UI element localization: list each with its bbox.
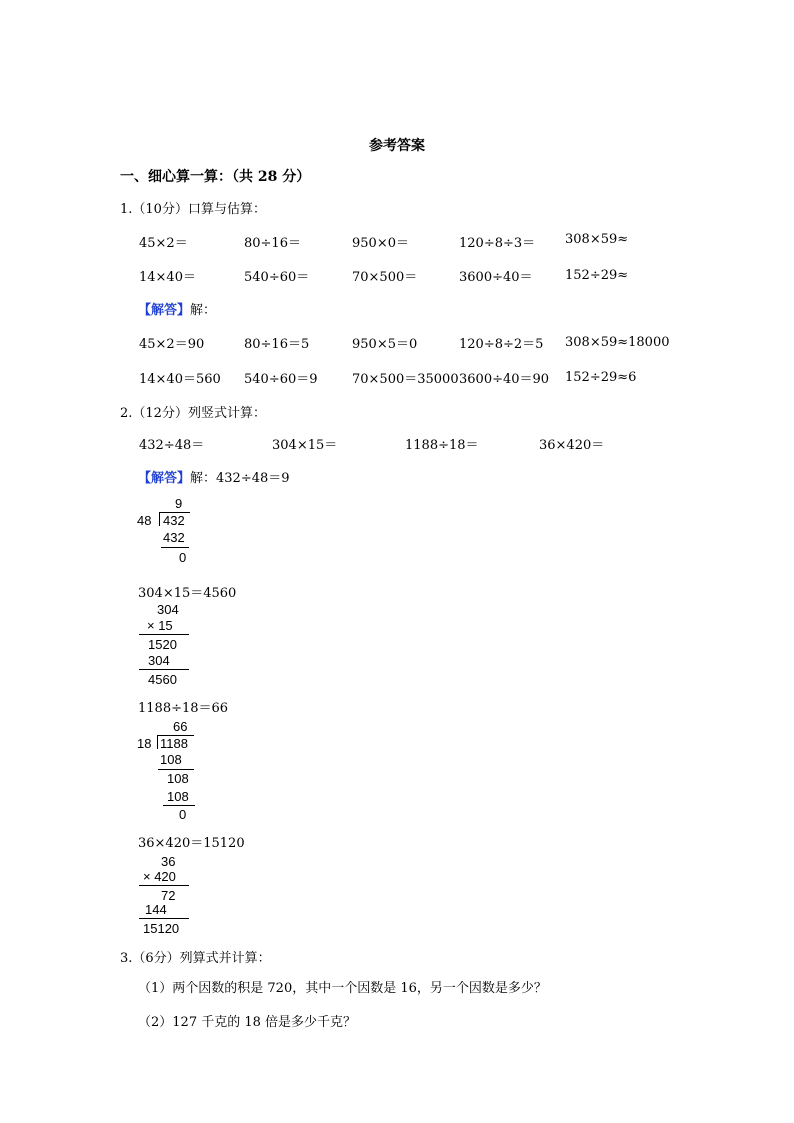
q1-problem: 70×500＝	[352, 270, 418, 285]
sum-line	[139, 669, 189, 670]
q2-problem: 304×15＝	[272, 438, 338, 453]
q1-problem: 3600÷40＝	[459, 270, 533, 285]
multiplicand: 304	[157, 602, 179, 617]
q1-problem: 308×59≈	[565, 232, 629, 247]
q2-heading: 2.（12分）列竖式计算：	[120, 406, 266, 421]
dividend: 1188	[160, 736, 188, 751]
q3-sub1: （1）两个因数的积是 720，其中一个因数是 16，另一个因数是多少？	[138, 981, 547, 996]
dividend: 432	[163, 513, 185, 528]
q1-heading: 1.（10分）口算与估算：	[120, 202, 266, 217]
partial-product: 304	[148, 653, 170, 668]
divisor: 48	[137, 513, 152, 528]
multiplier: × 420	[143, 869, 176, 884]
partial-product: 72	[161, 888, 176, 903]
step-line	[163, 805, 195, 806]
q2-answer-line: 1188÷18＝66	[138, 701, 229, 716]
vertical-multiplication-36-420	[137, 854, 197, 940]
q1-problem: 152÷29≈	[565, 268, 629, 283]
q1-problem: 950×0＝	[352, 236, 409, 251]
q1-answer: 950×5＝0	[352, 337, 418, 352]
divisor: 18	[137, 736, 152, 751]
subtract-step: 108	[160, 752, 182, 767]
subtract-step: 108	[167, 789, 189, 804]
q2-answer-line: 304×15＝4560	[138, 586, 237, 601]
q1-answer: 3600÷40＝90	[459, 372, 550, 387]
q2-problem: 36×420＝	[539, 438, 605, 453]
q1-problem: 45×2＝	[139, 236, 188, 251]
q1-problem: 120÷8÷3＝	[459, 236, 536, 251]
q1-answer: 14×40＝560	[139, 372, 221, 387]
product-result: 4560	[148, 672, 177, 687]
remainder: 0	[179, 807, 187, 822]
section-heading: 一、细心算一算：（共 28 分）	[120, 169, 311, 185]
answer-label: 解：	[190, 303, 217, 318]
step-line	[161, 547, 189, 548]
q1-answer: 540÷60＝9	[244, 372, 318, 387]
page-title: 参考答案	[369, 138, 425, 154]
multiplicand: 36	[161, 854, 176, 869]
sum-line	[139, 918, 189, 919]
quotient: 9	[175, 496, 183, 511]
q1-answer: 308×59≈18000	[565, 335, 670, 350]
product-line	[139, 634, 189, 635]
long-division-432-48	[137, 496, 207, 566]
long-division-1188-18	[137, 719, 207, 823]
quotient: 66	[173, 719, 188, 734]
q1-problem: 80÷16＝	[244, 236, 301, 251]
q3-heading: 3.（6分）列算式并计算：	[120, 951, 271, 966]
vertical-multiplication-304-15	[137, 602, 197, 688]
q1-answer: 152÷29≈6	[565, 370, 637, 385]
partial-product: 1520	[148, 637, 177, 652]
step-line	[158, 769, 194, 770]
q2-problem: 1188÷18＝	[405, 438, 479, 453]
answer-first-line: 解：432÷48＝9	[190, 471, 290, 486]
answer-tag: 【解答】	[138, 303, 191, 318]
q1-answer: 80÷16＝5	[244, 337, 310, 352]
q2-answer-line: 36×420＝15120	[138, 836, 245, 851]
q1-answer: 70×500＝35000	[352, 372, 459, 387]
product-line	[139, 885, 189, 886]
q1-answer: 120÷8÷2＝5	[459, 337, 544, 352]
q1-problem: 540÷60＝	[244, 270, 310, 285]
remainder: 0	[179, 550, 187, 565]
q3-sub2: （2）127 千克的 18 倍是多少千克？	[138, 1015, 357, 1030]
division-bracket	[159, 512, 160, 526]
division-bracket	[157, 735, 158, 749]
multiplier: × 15	[147, 618, 173, 633]
partial-remainder: 108	[167, 771, 189, 786]
subtract-step: 432	[163, 530, 185, 545]
q2-answer-heading	[138, 467, 290, 486]
product-result: 15120	[143, 921, 180, 936]
q1-problem: 14×40＝	[139, 270, 196, 285]
q2-problem: 432÷48＝	[139, 438, 205, 453]
answer-tag: 【解答】	[138, 471, 191, 486]
partial-product: 144	[145, 902, 167, 917]
q1-answer-heading	[138, 299, 216, 318]
q1-answer: 45×2＝90	[139, 337, 205, 352]
